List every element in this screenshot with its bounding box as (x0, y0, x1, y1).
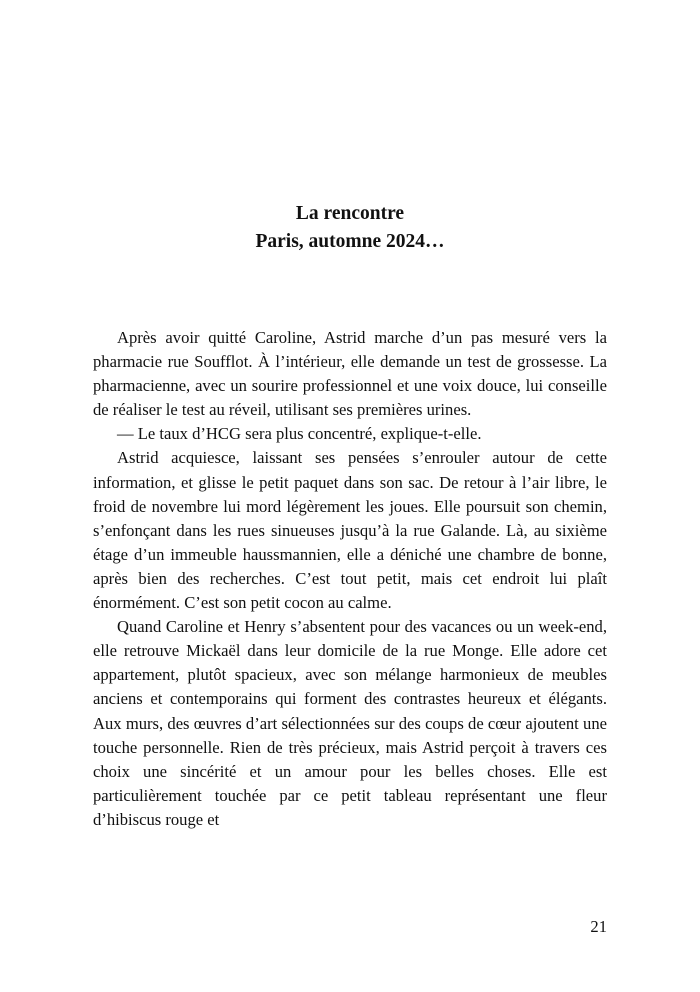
paragraph: Quand Caroline et Henry s’absentent pour des vacances ou un week-end, elle retrouve Mickaël dans leur domicile de la rue Monge. Elle adore cet appartement, plutôt spacieux, avec son mélange harmonieux de meubles anciens et contemporains qui forment des contrastes heureux et élégants. Aux murs, des œuvres d’art sélectionnées sur des coups de cœur ajoutent une touche personnelle. Rien de très précieux, mais Astrid perçoit à travers ces choix une sincérité et un amour pour les belles choses. Elle est particulièrement touchée par ce petit tableau représentant une fleur d’hibiscus rouge et (93, 617, 607, 829)
page-number: 21 (590, 917, 607, 936)
paragraph: Après avoir quitté Caroline, Astrid marche d’un pas mesuré vers la pharmacie rue Soufflot. À l’intérieur, elle demande un test de grossesse. La pharmacienne, avec un sourire professionnel et une voix douce, lui conseille de réaliser le test au réveil, utilisant ses premières urines. (93, 328, 607, 420)
chapter-heading (0, 200, 700, 256)
body-text (93, 326, 607, 832)
paragraph: — Le taux d’HCG sera plus concentré, explique-t-elle. (117, 424, 482, 444)
paragraph: Astrid acquiesce, laissant ses pensées s’enrouler autour de cette information, et glisse le petit paquet dans son sac. De retour à l’air libre, le froid de novembre lui mord légèrement les joues. Elle poursuit son chemin, s’enfonçant dans les rues sinueuses jusqu’à la rue Galande. Là, au sixième étage d’un immeuble haussmannien, elle a déniché une chambre de bonne, après bien des recherches. C’est tout petit, mais cet endroit lui plaît énormément. C’est son petit cocon au calme. (93, 448, 607, 613)
chapter-title: La rencontre (295, 203, 405, 224)
chapter-subtitle: Paris, automne 2024… (255, 231, 445, 252)
